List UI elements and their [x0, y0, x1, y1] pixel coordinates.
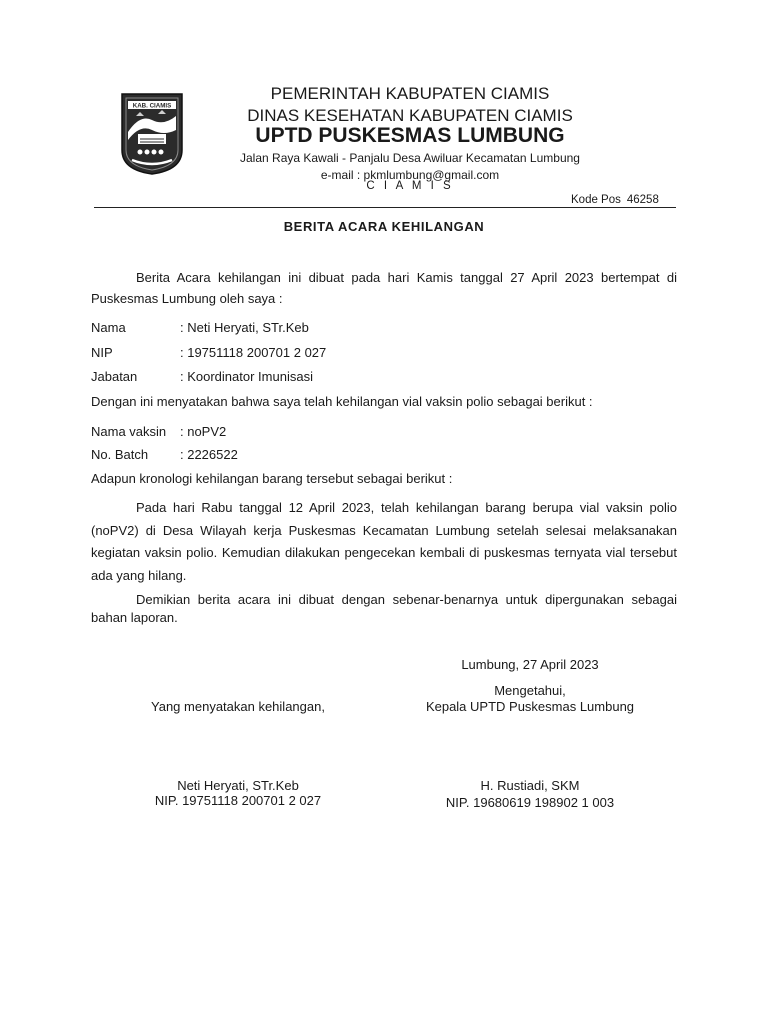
signature-right-nip: NIP. 19680619 198902 1 003 [445, 795, 615, 810]
signature-right-name: H. Rustiadi, SKM [480, 778, 580, 793]
letterhead-department: DINAS KESEHATAN KABUPATEN CIAMIS [247, 106, 573, 125]
signature-left-role: Yang menyatakan kehilangan, [151, 699, 325, 714]
letterhead-divider [94, 207, 676, 208]
identity-row-position [91, 369, 313, 384]
item-value: : 2226522 [180, 447, 238, 462]
signature-left-name: Neti Heryati, STr.Keb [177, 778, 299, 793]
letterhead-government: PEMERINTAH KABUPATEN CIAMIS [270, 84, 550, 103]
statement-line: Dengan ini menyatakan bahwa saya telah kehilangan vial vaksin polio sebagai berikut : [91, 394, 593, 409]
closing-paragraph: Demikian berita acara ini dibuat dengan sebenar-benarnya untuk dipergunakan sebagai bahan laporan. [91, 592, 677, 625]
intro-paragraph: Berita Acara kehilangan ini dibuat pada hari Kamis tanggal 27 April 2023 bertempat di Puskesmas Lumbung oleh saya : [91, 270, 677, 306]
chronology-paragraph: Pada hari Rabu tanggal 12 April 2023, telah kehilangan barang berupa vial vaksin polio (noPV2) di Desa Wilayah kerja Puskesmas Kecamatan Lumbung setelah selesai melaksanakan kegiatan vaksin polio. Kemudian dilakukan pengecekan kembali di puskesmas ternyata vial tersebut ada yang hilang. [91, 500, 677, 583]
item-row-vaccine [91, 424, 226, 439]
identity-value: : Neti Heryati, STr.Keb [180, 320, 309, 335]
letterhead-email: e-mail : pkmlumbung@gmail.com [320, 168, 500, 182]
ciamis-regency-emblem-icon [118, 90, 186, 176]
document-title: BERITA ACARA KEHILANGAN [283, 219, 485, 234]
identity-row-name [91, 320, 309, 335]
identity-label: Nama [91, 320, 126, 335]
identity-label: Jabatan [91, 369, 138, 384]
letterhead-city: C I A M I S [366, 180, 454, 192]
identity-row-nip [91, 345, 326, 360]
logo-label: KAB. CIAMIS [132, 102, 172, 110]
item-value: : noPV2 [180, 424, 227, 439]
letterhead-institution: UPTD PUSKESMAS LUMBUNG [255, 124, 565, 147]
signature-left-nip: NIP. 19751118 200701 2 027 [154, 793, 322, 808]
item-label: Nama vaksin [91, 424, 167, 439]
identity-label: NIP [91, 345, 113, 360]
chronology-intro: Adapun kronologi kehilangan barang tersebut sebagai berikut : [91, 471, 453, 486]
signature-acknowledge: Mengetahui, [494, 683, 566, 698]
identity-value: : 19751118 200701 2 027 [180, 345, 327, 360]
item-row-batch [91, 447, 238, 462]
letterhead-postal [571, 194, 659, 206]
item-label: No. Batch [91, 447, 149, 462]
letterhead-address: Jalan Raya Kawali - Panjalu Desa Awiluar Kecamatan Lumbung [240, 151, 580, 165]
signature-place-date: Lumbung, 27 April 2023 [461, 657, 599, 672]
identity-value: : Koordinator Imunisasi [180, 369, 313, 384]
signature-right-role: Kepala UPTD Puskesmas Lumbung [425, 699, 635, 714]
postal-label: Kode Pos [571, 194, 621, 206]
postal-code: 46258 [626, 194, 659, 206]
